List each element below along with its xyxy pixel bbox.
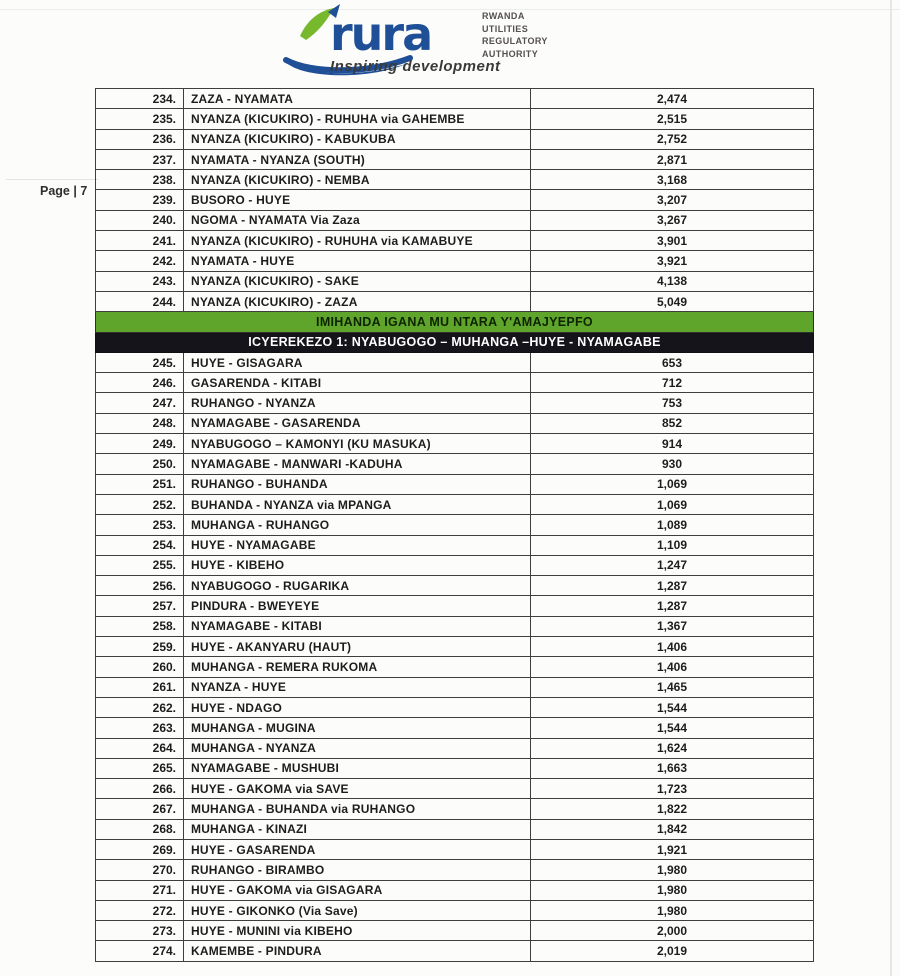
route-cell: NYAMAGABE - GASARENDA: [184, 413, 531, 433]
row-number-cell: 259.: [96, 637, 184, 657]
route-cell: NYANZA (KICUKIRO) - ZAZA: [184, 291, 531, 311]
row-number-cell: 243.: [96, 271, 184, 291]
route-cell: KAMEMBE - PINDURA: [184, 941, 531, 961]
row-number-cell: 236.: [96, 129, 184, 149]
fare-cell: 653: [531, 352, 814, 372]
fare-cell: 1,089: [531, 515, 814, 535]
fare-cell: 2,019: [531, 941, 814, 961]
row-number-cell: 251.: [96, 474, 184, 494]
row-number-cell: 234.: [96, 89, 184, 109]
route-cell: NYAMAGABE - MANWARI -KADUHA: [184, 454, 531, 474]
table-row: [96, 89, 814, 109]
table-row: [96, 413, 814, 433]
row-number-cell: 262.: [96, 697, 184, 717]
fare-cell: 2,871: [531, 149, 814, 169]
route-cell: GASARENDA - KITABI: [184, 373, 531, 393]
route-cell: RUHANGO - BIRAMBO: [184, 860, 531, 880]
page-number-label: Page | 7: [40, 184, 88, 198]
table-row: [96, 555, 814, 575]
fare-cell: 2,515: [531, 109, 814, 129]
fare-cell: 2,000: [531, 921, 814, 941]
route-cell: HUYE - GISAGARA: [184, 352, 531, 372]
route-cell: PINDURA - BWEYEYE: [184, 596, 531, 616]
fare-cell: 3,207: [531, 190, 814, 210]
row-number-cell: 242.: [96, 251, 184, 271]
table-row: [96, 596, 814, 616]
route-cell: HUYE - MUNINI via KIBEHO: [184, 921, 531, 941]
fare-cell: 1,406: [531, 637, 814, 657]
table-row: [96, 190, 814, 210]
route-cell: NGOMA - NYAMATA Via Zaza: [184, 210, 531, 230]
row-number-cell: 250.: [96, 454, 184, 474]
table-row: [96, 515, 814, 535]
table-row: [96, 758, 814, 778]
table-row: [96, 251, 814, 271]
route-cell: NYABUGOGO – KAMONYI (KU MASUKA): [184, 434, 531, 454]
authority-line-2: UTILITIES: [482, 23, 529, 34]
route-cell: NYANZA (KICUKIRO) - KABUKUBA: [184, 129, 531, 149]
page-label-rule: [6, 179, 98, 180]
table-row: [96, 474, 814, 494]
fare-cell: 1,723: [531, 779, 814, 799]
row-number-cell: 249.: [96, 434, 184, 454]
route-cell: NYANZA (KICUKIRO) - RUHUHA via GAHEMBE: [184, 109, 531, 129]
route-cell: HUYE - NYAMAGABE: [184, 535, 531, 555]
authority-text-block: [482, 10, 548, 60]
route-cell: HUYE - NDAGO: [184, 697, 531, 717]
fare-cell: 4,138: [531, 271, 814, 291]
row-number-cell: 267.: [96, 799, 184, 819]
route-cell: MUHANGA - NYANZA: [184, 738, 531, 758]
fare-cell: 1,544: [531, 697, 814, 717]
table-row: [96, 616, 814, 636]
route-cell: HUYE - GASARENDA: [184, 839, 531, 859]
row-number-cell: 270.: [96, 860, 184, 880]
table-row: [96, 576, 814, 596]
table-row: [96, 271, 814, 291]
fare-cell: 712: [531, 373, 814, 393]
fare-cell: 914: [531, 434, 814, 454]
route-cell: BUHANDA - NYANZA via MPANGA: [184, 494, 531, 514]
rura-logo: [278, 2, 618, 82]
fare-cell: 753: [531, 393, 814, 413]
row-number-cell: 248.: [96, 413, 184, 433]
table-row: [96, 454, 814, 474]
row-number-cell: 239.: [96, 190, 184, 210]
table-row: [96, 210, 814, 230]
fare-cell: 3,168: [531, 170, 814, 190]
section-header-green: [96, 312, 814, 332]
table-row: [96, 657, 814, 677]
fare-cell: 1,980: [531, 880, 814, 900]
fare-cell: 1,663: [531, 758, 814, 778]
row-number-cell: 257.: [96, 596, 184, 616]
row-number-cell: 258.: [96, 616, 184, 636]
row-number-cell: 240.: [96, 210, 184, 230]
fare-cell: 2,752: [531, 129, 814, 149]
route-cell: BUSORO - HUYE: [184, 190, 531, 210]
row-number-cell: 261.: [96, 677, 184, 697]
table-row: [96, 941, 814, 961]
fare-cell: 1,624: [531, 738, 814, 758]
row-number-cell: 265.: [96, 758, 184, 778]
table-row: [96, 718, 814, 738]
route-cell: HUYE - KIBEHO: [184, 555, 531, 575]
row-number-cell: 244.: [96, 291, 184, 311]
fares-table: [95, 88, 814, 962]
table-row: [96, 799, 814, 819]
row-number-cell: 269.: [96, 839, 184, 859]
fare-cell: 1,822: [531, 799, 814, 819]
table-row: [96, 434, 814, 454]
row-number-cell: 255.: [96, 555, 184, 575]
scan-edge-right: [890, 0, 892, 976]
fare-cell: 1,109: [531, 535, 814, 555]
route-cell: HUYE - GIKONKO (Via Save): [184, 900, 531, 920]
row-number-cell: 237.: [96, 149, 184, 169]
route-cell: ZAZA - NYAMATA: [184, 89, 531, 109]
route-cell: MUHANGA - KINAZI: [184, 819, 531, 839]
logo-tagline: Inspiring development: [330, 58, 501, 75]
route-cell: MUHANGA - RUHANGO: [184, 515, 531, 535]
route-cell: MUHANGA - MUGINA: [184, 718, 531, 738]
fare-cell: 1,069: [531, 494, 814, 514]
route-cell: RUHANGO - BUHANDA: [184, 474, 531, 494]
section-header-green-label: IMIHANDA IGANA MU NTARA Y'AMAJYEPFO: [96, 312, 814, 332]
table-row: [96, 393, 814, 413]
table-row: [96, 149, 814, 169]
row-number-cell: 274.: [96, 941, 184, 961]
route-cell: NYAMAGABE - MUSHUBI: [184, 758, 531, 778]
table-row: [96, 921, 814, 941]
fare-cell: 2,474: [531, 89, 814, 109]
row-number-cell: 253.: [96, 515, 184, 535]
table-row: [96, 637, 814, 657]
table-row: [96, 839, 814, 859]
row-number-cell: 272.: [96, 900, 184, 920]
route-cell: RUHANGO - NYANZA: [184, 393, 531, 413]
table-row: [96, 738, 814, 758]
fare-cell: 930: [531, 454, 814, 474]
fare-cell: 1,544: [531, 718, 814, 738]
row-number-cell: 256.: [96, 576, 184, 596]
authority-line-1: RWANDA: [482, 11, 525, 21]
fare-cell: 1,367: [531, 616, 814, 636]
route-cell: NYABUGOGO - RUGARIKA: [184, 576, 531, 596]
rura-brand-text: rura: [330, 7, 432, 61]
row-number-cell: 268.: [96, 819, 184, 839]
fare-cell: 1,980: [531, 860, 814, 880]
authority-line-4: AUTHORITY: [482, 48, 539, 59]
route-cell: NYAMATA - HUYE: [184, 251, 531, 271]
table-row: [96, 697, 814, 717]
table-row: [96, 109, 814, 129]
section-header-black-label: ICYEREKEZO 1: NYABUGOGO – MUHANGA –HUYE - NYAMAGABE: [96, 332, 814, 352]
route-cell: HUYE - AKANYARU (HAUT): [184, 637, 531, 657]
table-row: [96, 900, 814, 920]
fare-cell: 1,465: [531, 677, 814, 697]
table-row: [96, 535, 814, 555]
fare-cell: 1,921: [531, 839, 814, 859]
row-number-cell: 264.: [96, 738, 184, 758]
table-row: [96, 494, 814, 514]
authority-line-3: REGULATORY: [482, 36, 548, 46]
fare-cell: 3,267: [531, 210, 814, 230]
row-number-cell: 241.: [96, 231, 184, 251]
table-row: [96, 170, 814, 190]
section-header-black: [96, 332, 814, 352]
route-cell: MUHANGA - BUHANDA via RUHANGO: [184, 799, 531, 819]
table-row: [96, 129, 814, 149]
table-row: [96, 677, 814, 697]
row-number-cell: 247.: [96, 393, 184, 413]
fare-cell: 1,247: [531, 555, 814, 575]
route-cell: HUYE - GAKOMA via SAVE: [184, 779, 531, 799]
table-row: [96, 291, 814, 311]
fare-cell: 1,980: [531, 900, 814, 920]
fare-cell: 1,406: [531, 657, 814, 677]
row-number-cell: 266.: [96, 779, 184, 799]
fare-cell: 1,287: [531, 596, 814, 616]
fare-cell: 852: [531, 413, 814, 433]
row-number-cell: 238.: [96, 170, 184, 190]
row-number-cell: 254.: [96, 535, 184, 555]
row-number-cell: 246.: [96, 373, 184, 393]
fare-cell: 1,287: [531, 576, 814, 596]
row-number-cell: 271.: [96, 880, 184, 900]
route-cell: NYANZA - HUYE: [184, 677, 531, 697]
table-row: [96, 880, 814, 900]
route-cell: NYANZA (KICUKIRO) - NEMBA: [184, 170, 531, 190]
route-cell: MUHANGA - REMERA RUKOMA: [184, 657, 531, 677]
fare-cell: 3,921: [531, 251, 814, 271]
row-number-cell: 263.: [96, 718, 184, 738]
fare-cell: 3,901: [531, 231, 814, 251]
table-row: [96, 352, 814, 372]
route-cell: NYANZA (KICUKIRO) - SAKE: [184, 271, 531, 291]
route-cell: NYAMAGABE - KITABI: [184, 616, 531, 636]
row-number-cell: 260.: [96, 657, 184, 677]
table-row: [96, 373, 814, 393]
row-number-cell: 252.: [96, 494, 184, 514]
row-number-cell: 273.: [96, 921, 184, 941]
row-number-cell: 245.: [96, 352, 184, 372]
fare-cell: 1,842: [531, 819, 814, 839]
table-row: [96, 819, 814, 839]
row-number-cell: 235.: [96, 109, 184, 129]
table-row: [96, 860, 814, 880]
fare-cell: 5,049: [531, 291, 814, 311]
route-cell: NYANZA (KICUKIRO) - RUHUHA via KAMABUYE: [184, 231, 531, 251]
fare-cell: 1,069: [531, 474, 814, 494]
table-row: [96, 779, 814, 799]
table-row: [96, 231, 814, 251]
route-cell: HUYE - GAKOMA via GISAGARA: [184, 880, 531, 900]
route-cell: NYAMATA - NYANZA (SOUTH): [184, 149, 531, 169]
